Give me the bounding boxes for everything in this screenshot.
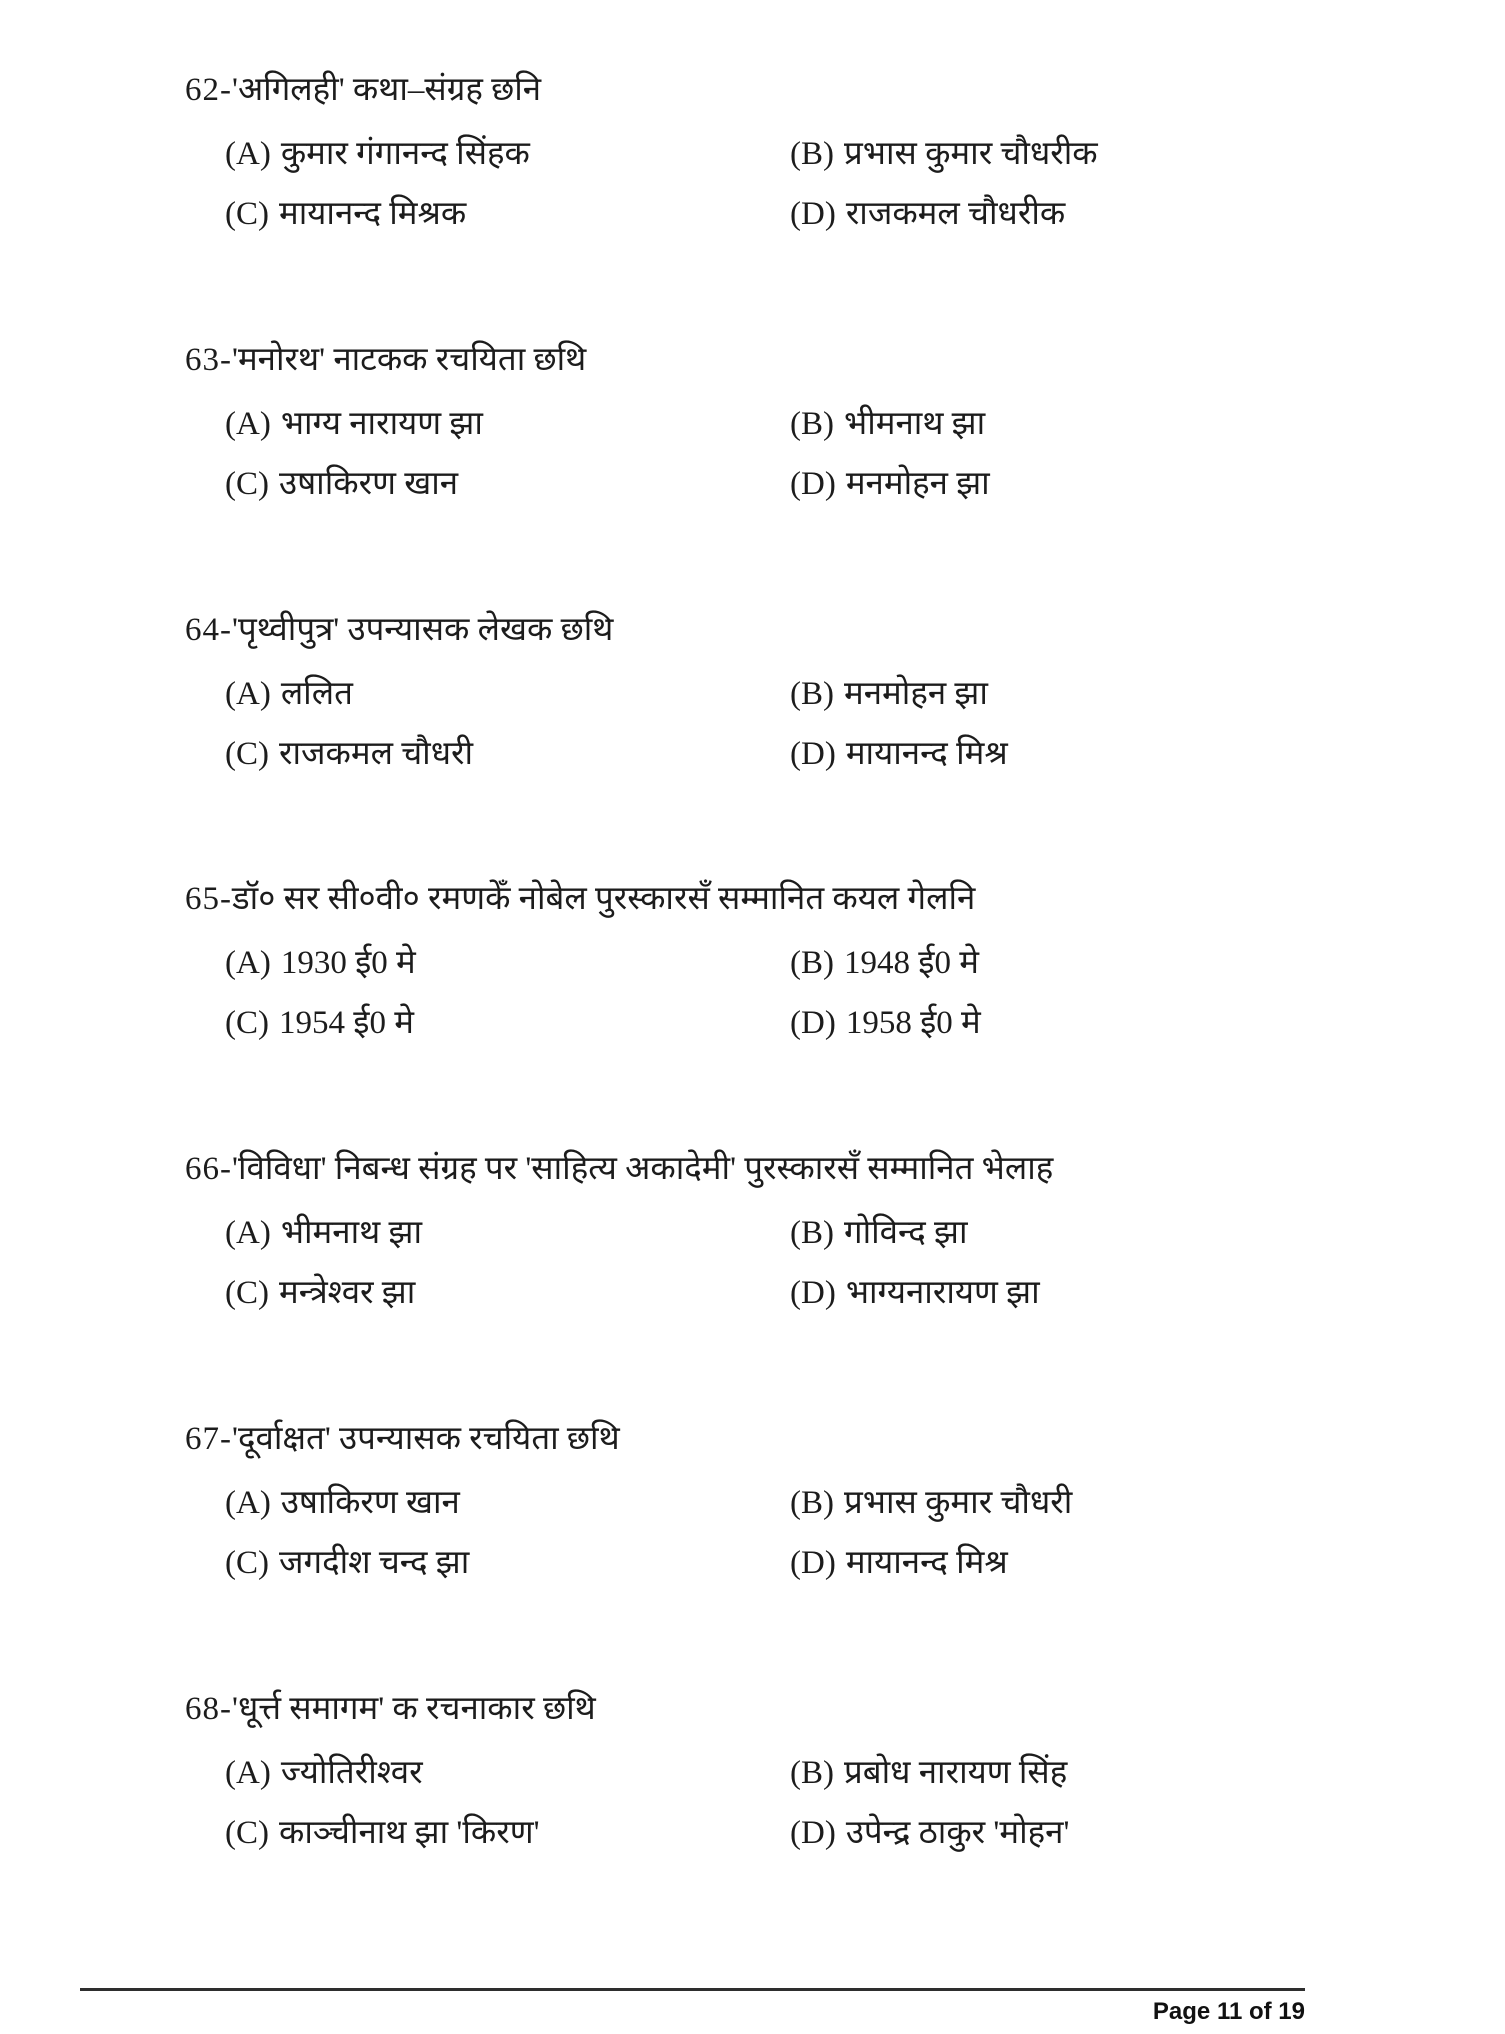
option-a	[225, 1485, 790, 1523]
options-group	[185, 406, 1445, 504]
question-number: 63-	[185, 341, 232, 378]
question-block-65	[185, 881, 1445, 1043]
options-row	[225, 1275, 1445, 1313]
question-number: 62-	[185, 72, 232, 108]
option-text: भाग्य नारायण झा	[280, 405, 483, 442]
options-row	[225, 1215, 1445, 1253]
option-c	[225, 196, 790, 234]
option-a	[225, 1215, 790, 1253]
option-label: (D)	[790, 1814, 836, 1851]
option-c	[225, 466, 790, 504]
options-row	[225, 676, 1445, 714]
option-text: काञ्चीनाथ झा 'किरण'	[279, 1814, 540, 1851]
options-row	[225, 196, 1445, 234]
option-d	[790, 1275, 1445, 1313]
option-text: गोविन्द झा	[844, 1215, 968, 1252]
question-text: 'मनोरथ' नाटकक रचयिता छथि	[232, 341, 587, 378]
option-a	[225, 945, 790, 983]
question-title	[185, 612, 1445, 650]
option-d	[790, 1545, 1445, 1583]
question-number: 67-	[185, 1421, 232, 1458]
option-text: कुमार गंगानन्द सिंहक	[280, 135, 530, 172]
question-block-63	[185, 342, 1445, 504]
option-label: (B)	[790, 675, 834, 712]
question-number: 66-	[185, 1151, 232, 1188]
option-text: उषाकिरण खान	[279, 465, 459, 502]
options-group	[185, 945, 1445, 1043]
option-a	[225, 406, 790, 444]
option-label: (B)	[790, 1215, 834, 1252]
option-text: मायानन्द मिश्र	[845, 1544, 1008, 1581]
option-label: (D)	[790, 1005, 836, 1042]
option-label: (A)	[225, 1485, 271, 1521]
option-d	[790, 1815, 1445, 1853]
question-text: 'विविधा' निबन्ध संग्रह पर 'साहित्य अकादेमी' पुरस्कारसँ सम्मानित भेलाह	[232, 1151, 1054, 1188]
option-label: (A)	[225, 1215, 271, 1252]
question-block-66	[185, 1151, 1445, 1313]
option-label: (D)	[790, 735, 836, 772]
option-c	[225, 1005, 790, 1043]
option-text: 1948 ई0 मे	[844, 945, 979, 982]
option-b	[790, 1215, 1445, 1253]
page-number: Page 11 of 19	[1152, 1998, 1305, 2025]
option-text: 1958 ई0 मे	[845, 1005, 981, 1042]
question-block-68	[185, 1691, 1445, 1853]
question-title	[185, 1421, 1445, 1459]
option-text: मन्त्रेश्वर झा	[279, 1275, 416, 1312]
option-b	[790, 406, 1445, 444]
option-label: (B)	[790, 945, 834, 982]
option-c	[225, 1815, 790, 1853]
option-text: प्रभास कुमार चौधरीक	[844, 135, 1098, 172]
option-text: प्रबोध नारायण सिंह	[844, 1754, 1068, 1791]
options-row	[225, 945, 1445, 983]
option-text: राजकमल चौधरीक	[845, 195, 1066, 232]
options-group	[185, 136, 1445, 234]
option-b	[790, 1755, 1445, 1793]
options-row	[225, 1005, 1445, 1043]
option-a	[225, 136, 790, 174]
question-number: 68-	[185, 1690, 232, 1727]
option-text: 1930 ई0 मे	[280, 945, 416, 982]
question-title	[185, 342, 1445, 380]
question-title	[185, 1691, 1445, 1729]
question-title	[185, 1151, 1445, 1189]
option-text: 1954 ई0 मे	[279, 1005, 414, 1042]
option-label: (C)	[225, 1544, 269, 1581]
options-group	[185, 1215, 1445, 1313]
question-text: 'पृथ्वीपुत्र' उपन्यासक लेखक छथि	[232, 611, 614, 648]
option-b	[790, 1485, 1445, 1523]
option-text: उपेन्द्र ठाकुर 'मोहन'	[845, 1814, 1070, 1851]
question-text: डॉ० सर सी०वी० रमणकेँ नोबेल पुरस्कारसँ सम्मानित कयल गेलनि	[232, 881, 976, 918]
question-block-62	[185, 72, 1445, 234]
option-text: उषाकिरण खान	[280, 1485, 460, 1521]
question-text: 'अगिलही' कथा–संग्रह छनि	[232, 72, 542, 108]
options-row	[225, 1545, 1445, 1583]
option-label: (C)	[225, 195, 269, 232]
option-c	[225, 1545, 790, 1583]
options-group	[185, 1755, 1445, 1853]
option-label: (C)	[225, 1275, 269, 1312]
option-a	[225, 676, 790, 714]
question-text: 'दूर्वाक्षत' उपन्यासक रचयिता छथि	[232, 1421, 620, 1458]
options-row	[225, 466, 1445, 504]
option-text: मायानन्द मिश्रक	[279, 195, 467, 232]
option-label: (B)	[790, 1485, 834, 1521]
option-label: (A)	[225, 945, 271, 982]
option-text: भीमनाथ झा	[280, 1215, 422, 1252]
option-label: (D)	[790, 1275, 836, 1312]
option-d	[790, 466, 1445, 504]
option-label: (B)	[790, 405, 834, 442]
option-text: प्रभास कुमार चौधरी	[844, 1485, 1073, 1521]
question-block-67	[185, 1421, 1445, 1583]
option-label: (A)	[225, 1754, 271, 1791]
options-row	[225, 1755, 1445, 1793]
option-text: मायानन्द मिश्र	[845, 735, 1008, 772]
options-row	[225, 736, 1445, 774]
option-label: (A)	[225, 405, 271, 442]
option-label: (D)	[790, 1544, 836, 1581]
question-block-64	[185, 612, 1445, 774]
option-label: (B)	[790, 1754, 834, 1791]
option-label: (D)	[790, 465, 836, 502]
question-text: 'धूर्त्त समागम' क रचनाकार छथि	[232, 1690, 596, 1727]
option-a	[225, 1755, 790, 1793]
question-number: 65-	[185, 881, 232, 918]
option-c	[225, 736, 790, 774]
options-row	[225, 1815, 1445, 1853]
option-label: (C)	[225, 465, 269, 502]
question-number: 64-	[185, 611, 232, 648]
option-d	[790, 1005, 1445, 1043]
option-label: (C)	[225, 735, 269, 772]
question-title	[185, 881, 1445, 919]
options-row	[225, 1485, 1445, 1523]
options-group	[185, 1485, 1445, 1583]
option-label: (B)	[790, 135, 834, 172]
option-b	[790, 676, 1445, 714]
option-label: (A)	[225, 675, 271, 712]
option-text: भाग्यनारायण झा	[845, 1275, 1040, 1312]
option-label: (C)	[225, 1814, 269, 1851]
options-row	[225, 406, 1445, 444]
option-b	[790, 945, 1445, 983]
option-d	[790, 736, 1445, 774]
option-text: भीमनाथ झा	[844, 405, 986, 442]
option-text: मनमोहन झा	[844, 675, 988, 712]
option-text: जगदीश चन्द झा	[279, 1544, 470, 1581]
option-label: (C)	[225, 1005, 269, 1042]
options-row	[225, 136, 1445, 174]
option-label: (D)	[790, 195, 836, 232]
option-text: ज्योतिरीश्वर	[280, 1754, 423, 1791]
options-group	[185, 676, 1445, 774]
option-label: (A)	[225, 135, 271, 172]
option-text: राजकमल चौधरी	[279, 735, 474, 772]
option-c	[225, 1275, 790, 1313]
option-b	[790, 136, 1445, 174]
option-text: मनमोहन झा	[845, 465, 990, 502]
option-text: ललित	[280, 675, 353, 712]
question-title	[185, 72, 1445, 110]
footer-divider	[80, 1988, 1305, 1991]
option-d	[790, 196, 1445, 234]
